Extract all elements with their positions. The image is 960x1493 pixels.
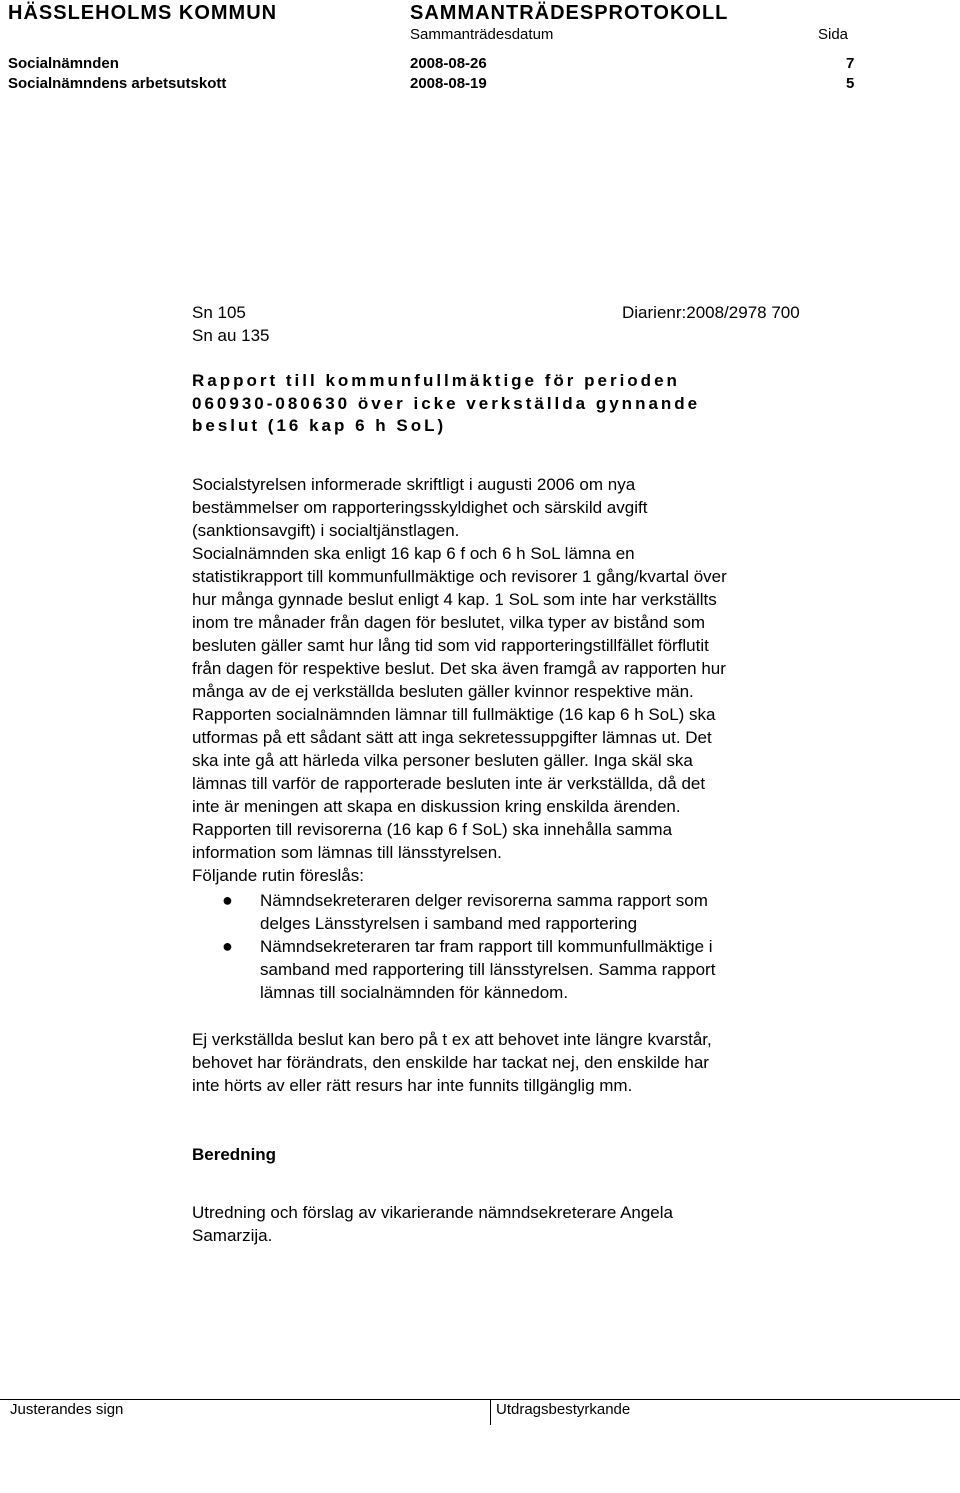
header-body-1: Socialnämnden	[8, 55, 119, 72]
footer-divider	[0, 1399, 960, 1400]
bullet-icon: ●	[222, 890, 233, 910]
text-line: behovet har förändrats, den enskilde har tackat nej, den enskilde har	[192, 1053, 709, 1072]
text-line: statistikrapport till kommunfullmäktige och revisorer 1 gång/kvartal över	[192, 567, 727, 586]
title-line: Rapport till kommunfullmäktige för perioden	[192, 371, 680, 390]
protocol-title: SAMMANTRÄDESPROTOKOLL	[410, 2, 729, 24]
diary-number: Diarienr:2008/2978 700	[622, 303, 800, 322]
header-body-2: Socialnämndens arbetsutskott	[8, 75, 227, 92]
section-heading: Beredning	[192, 1145, 277, 1164]
text-line: inte hörts av eller rätt resurs har inte funnits tillgänglig mm.	[192, 1076, 633, 1095]
list-item	[222, 935, 715, 1004]
bullet-line: delges Länsstyrelsen i samband med rapportering	[260, 914, 638, 933]
bullet-line: Nämndsekreteraren delger revisorerna samma rapport som	[260, 891, 708, 910]
footer-utdragsbestyrkande: Utdragsbestyrkande	[496, 1401, 631, 1418]
header-date-1: 2008-08-26	[410, 55, 487, 72]
footer-separator	[490, 1399, 491, 1425]
text-line: bestämmelser om rapporteringsskyldighet och särskild avgift	[192, 498, 648, 517]
list-item	[222, 889, 715, 935]
text-line: inom tre månader från dagen för beslutet, vilka typer av bistånd som	[192, 613, 706, 632]
text-line: utformas på ett sådant sätt att inga sekretessuppgifter lämnas ut. Det	[192, 728, 712, 747]
bullet-line: samband med rapportering till länsstyrelsen. Samma rapport	[260, 960, 716, 979]
title-line: beslut (16 kap 6 h SoL)	[192, 416, 447, 435]
title-line: 060930-080630 över icke verkställda gynnande	[192, 393, 701, 413]
document-title	[192, 370, 700, 438]
paragraph-reasons	[192, 1028, 892, 1097]
footer-justerandes-sign: Justerandes sign	[10, 1401, 124, 1418]
bullet-icon: ●	[222, 936, 233, 956]
bullet-line: lämnas till socialnämnden för kännedom.	[260, 983, 569, 1002]
text-line: (sanktionsavgift) i socialtjänstlagen.	[192, 521, 460, 540]
text-line: Socialnämnden ska enligt 16 kap 6 f och 6 h SoL lämna en	[192, 544, 635, 563]
text-line: många av de ej verkställda besluten gäller kvinnor respektive män.	[192, 682, 694, 701]
page-label: Sida	[818, 26, 849, 43]
text-line: Utredning och förslag av vikarierande nämndsekreterare Angela	[192, 1203, 673, 1222]
text-line: Socialstyrelsen informerade skriftligt i augusti 2006 om nya	[192, 475, 636, 494]
case-sn-text: Sn 105	[192, 303, 246, 322]
text-line: lämnas till varför de rapporterade besluten inte är verkställda, då det	[192, 774, 706, 793]
text-line: Följande rutin föreslås:	[192, 866, 364, 885]
text-line: Rapporten socialnämnden lämnar till fullmäktige (16 kap 6 h SoL) ska	[192, 705, 716, 724]
text-line: Ej verkställda beslut kan bero på t ex att behovet inte längre kvarstår,	[192, 1030, 712, 1049]
text-line: inte är meningen att skapa en diskussion kring enskilda ärenden.	[192, 797, 681, 816]
paragraph-preparation	[192, 1201, 892, 1247]
text-line: Rapporten till revisorerna (16 kap 6 f SoL) ska innehålla samma	[192, 820, 673, 839]
bullet-list	[222, 889, 715, 1004]
text-line: hur många gynnade beslut enligt 4 kap. 1 SoL som inte har verkställts	[192, 590, 717, 609]
bullet-line: Nämndsekreteraren tar fram rapport till kommunfullmäktige i	[260, 937, 713, 956]
text-line: Samarzija.	[192, 1226, 273, 1245]
text-line: från dagen för respektive beslut. Det ska även framgå av rapporten hur	[192, 659, 726, 678]
date-label: Sammanträdesdatum	[410, 26, 554, 43]
municipality-name: HÄSSLEHOLMS KOMMUN	[8, 2, 278, 24]
text-line: ska inte gå att härleda vilka personer besluten gäller. Inga skäl ska	[192, 751, 693, 770]
header-date-2: 2008-08-19	[410, 75, 487, 92]
header-page-2: 5	[846, 75, 855, 92]
main-paragraph	[192, 473, 892, 887]
text-line: information som lämnas till länsstyrelsen.	[192, 843, 502, 862]
header-page-1: 7	[846, 55, 855, 72]
case-sn-au-text: Sn au 135	[192, 326, 270, 345]
text-line: besluten gäller samt hur lång tid som vid rapporteringstillfället förflutit	[192, 636, 709, 655]
